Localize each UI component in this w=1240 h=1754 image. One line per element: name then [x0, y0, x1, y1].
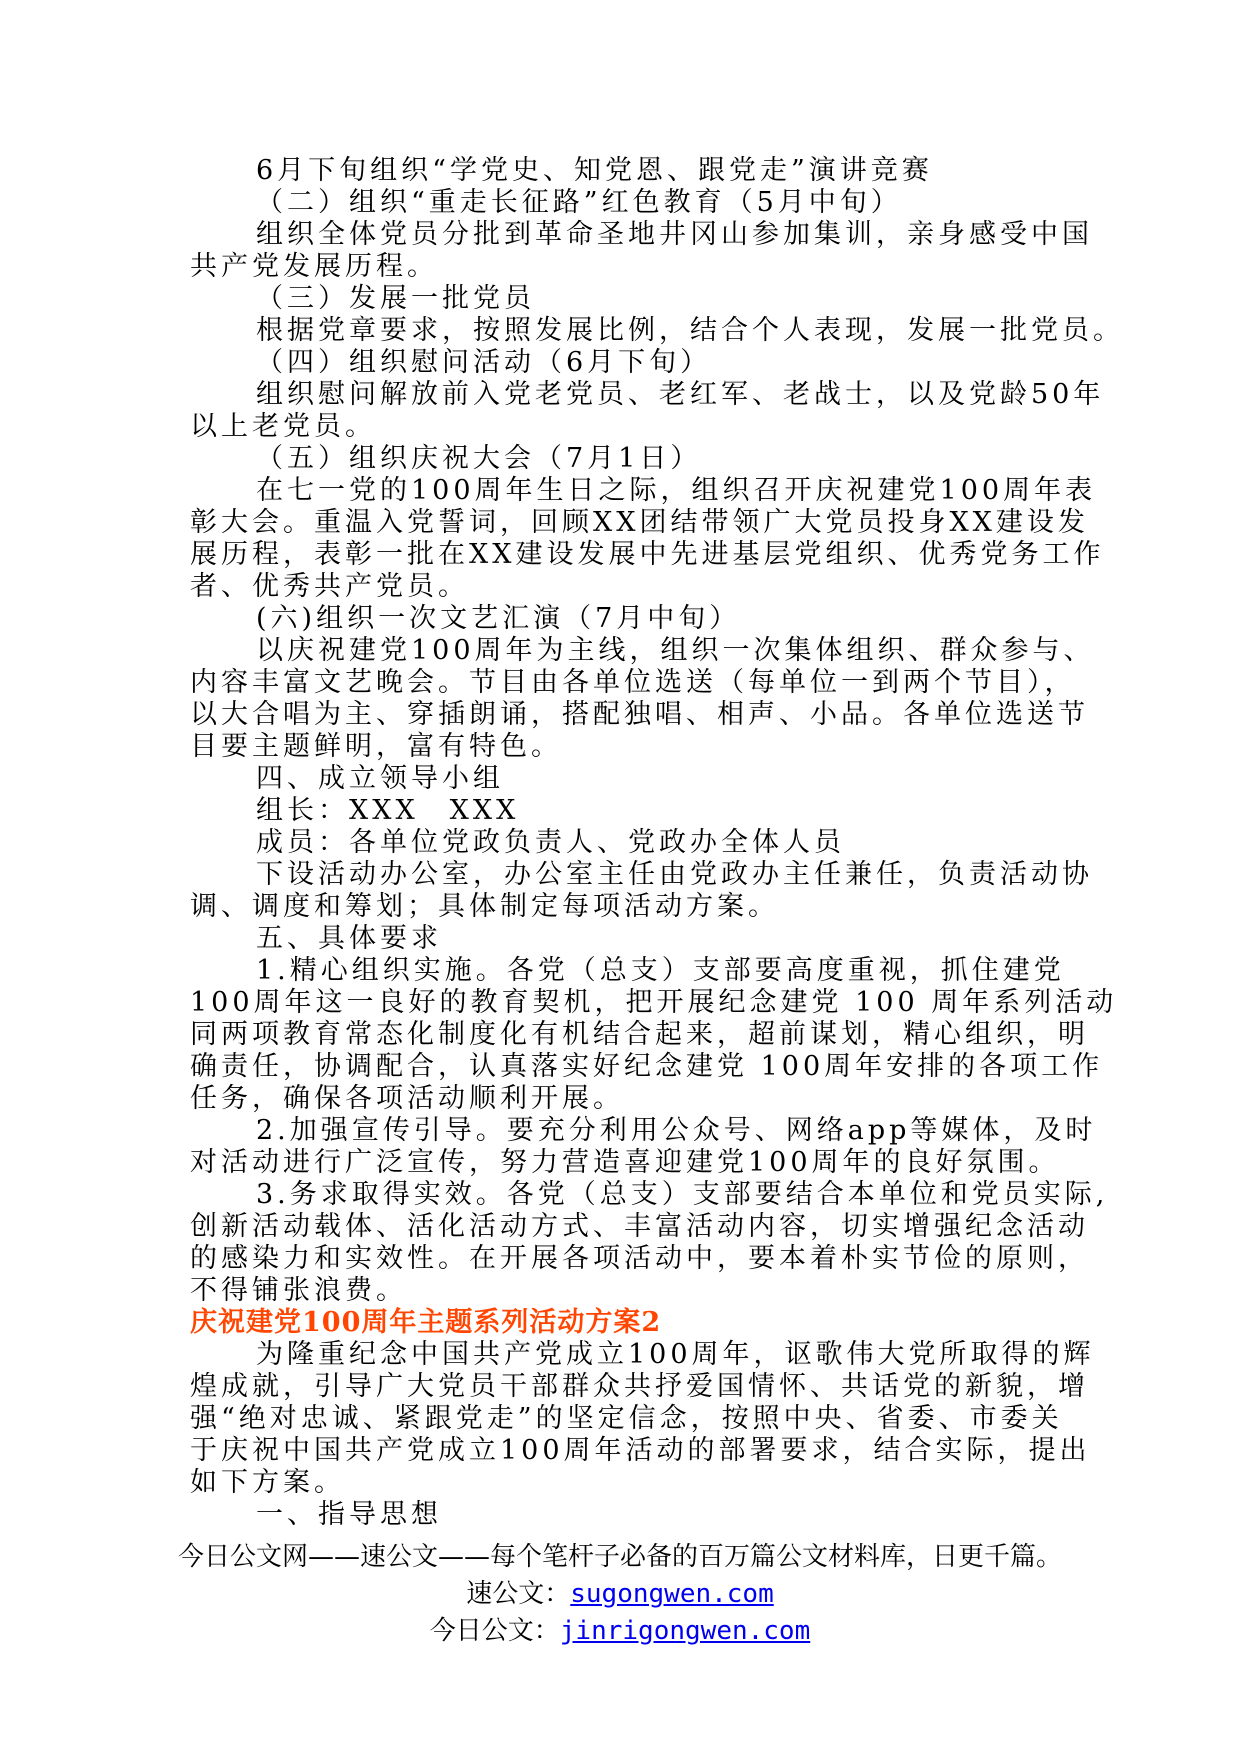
- body-line: 彰大会。重温入党誓词，回顾XX团结带领广大党员投身XX建设发: [190, 507, 1089, 538]
- body-line: 内容丰富文艺晚会。节目由各单位选送（每单位一到两个节目），: [190, 667, 1076, 698]
- body-line: 目要主题鲜明，富有特色。: [190, 731, 562, 762]
- section-heading: 庆祝建党100周年主题系列活动方案2: [190, 1307, 662, 1338]
- body-line: 1.精心组织实施。各党（总支）支部要高度重视，抓住建党: [256, 955, 1065, 986]
- body-line: 成员：各单位党政负责人、党政办全体人员: [256, 827, 845, 858]
- body-line: 下设活动办公室，办公室主任由党政办主任兼任，负责活动协: [256, 859, 1093, 890]
- body-line: 根据党章要求，按照发展比例，结合个人表现，发展一批党员。: [256, 315, 1124, 346]
- body-line: 者、优秀共产党员。: [190, 571, 469, 602]
- body-line: 3.务求取得实效。各党（总支）支部要结合本单位和党员实际,: [256, 1179, 1109, 1210]
- body-line: 以大合唱为主、穿插朗诵，搭配独唱、相声、小品。各单位选送节: [190, 699, 1089, 730]
- body-line: 在七一党的100周年生日之际，组织召开庆祝建党100周年表: [256, 475, 1097, 506]
- body-line: 任务，确保各项活动顺利开展。: [190, 1083, 624, 1114]
- body-line: 2.加强宣传引导。要充分利用公众号、网络app等媒体，及时: [256, 1115, 1097, 1146]
- body-line: 组织慰问解放前入党老党员、老红军、老战士，以及党龄50年: [256, 379, 1105, 410]
- footer-link-label: 今日公文：: [429, 1616, 560, 1646]
- body-line: 组织全体党员分批到革命圣地井冈山参加集训，亲身感受中国: [256, 219, 1093, 250]
- body-line: 共产党发展历程。: [190, 251, 438, 282]
- body-line: 四、成立领导小组: [256, 763, 504, 794]
- body-line: 的感染力和实效性。在开展各项活动中，要本着朴实节俭的原则，: [190, 1243, 1089, 1274]
- section2-line: 强“绝对忠诚、紧跟党走”的坚定信念，按照中央、省委、市委关: [190, 1403, 1063, 1434]
- footer-tagline: 今日公文网——速公文——每个笔杆子必备的百万篇公文材料库，日更千篇。: [177, 1542, 1062, 1572]
- body-line: 调、调度和筹划；具体制定每项活动方案。: [190, 891, 779, 922]
- section2-line: 一、指导思想: [256, 1499, 442, 1530]
- section2-line: 于庆祝中国共产党成立100周年活动的部署要求，结合实际，提出: [190, 1435, 1091, 1466]
- body-line: （二）组织“重走长征路”红色教育（5月中旬）: [256, 187, 902, 218]
- body-line: 以庆祝建党100周年为主线，组织一次集体组织、群众参与、: [256, 635, 1095, 666]
- body-line: （三）发展一批党员: [256, 283, 535, 314]
- sugongwen-link[interactable]: sugongwen.com: [570, 1579, 774, 1609]
- section2-line: 煌成就，引导广大党员干部群众共抒爱国情怀、共话党的新貌，增: [190, 1371, 1089, 1402]
- body-line: 五、具体要求: [256, 923, 442, 954]
- body-line: 以上老党员。: [190, 411, 376, 442]
- section2-line: 如下方案。: [190, 1467, 345, 1498]
- body-line: 创新活动载体、活化活动方式、丰富活动内容，切实增强纪念活动: [190, 1211, 1089, 1242]
- body-line: 不得铺张浪费。: [190, 1275, 407, 1306]
- footer-link-row: [0, 1578, 1240, 1610]
- body-line: 展历程，表彰一批在XX建设发展中先进基层党组织、优秀党务工作: [190, 539, 1105, 570]
- footer-link-row: [0, 1615, 1240, 1647]
- footer-link-label: 速公文：: [466, 1579, 571, 1609]
- body-line: （四）组织慰问活动（6月下旬）: [256, 347, 712, 378]
- body-line: 6月下旬组织“学党史、知党恩、跟党走”演讲竞赛: [256, 155, 933, 186]
- body-line: （五）组织庆祝大会（7月1日）: [256, 443, 702, 474]
- jinrigongwen-link[interactable]: jinrigongwen.com: [559, 1616, 811, 1646]
- body-line: 确责任，协调配合，认真落实好纪念建党 100周年安排的各项工作: [190, 1051, 1104, 1082]
- body-line: 组长：XXX XXX: [256, 795, 520, 826]
- body-line: 同两项教育常态化制度化有机结合起来，超前谋划，精心组织，明: [190, 1019, 1089, 1050]
- section2-line: 为隆重纪念中国共产党成立100周年，讴歌伟大党所取得的辉: [256, 1339, 1095, 1370]
- body-line: (六)组织一次文艺汇演（7月中旬）: [256, 603, 741, 634]
- body-line: 对活动进行广泛宣传，努力营造喜迎建党100周年的良好氛围。: [190, 1147, 1060, 1178]
- body-line: 100周年这一良好的教育契机，把开展纪念建党 100 周年系列活动: [190, 987, 1118, 1018]
